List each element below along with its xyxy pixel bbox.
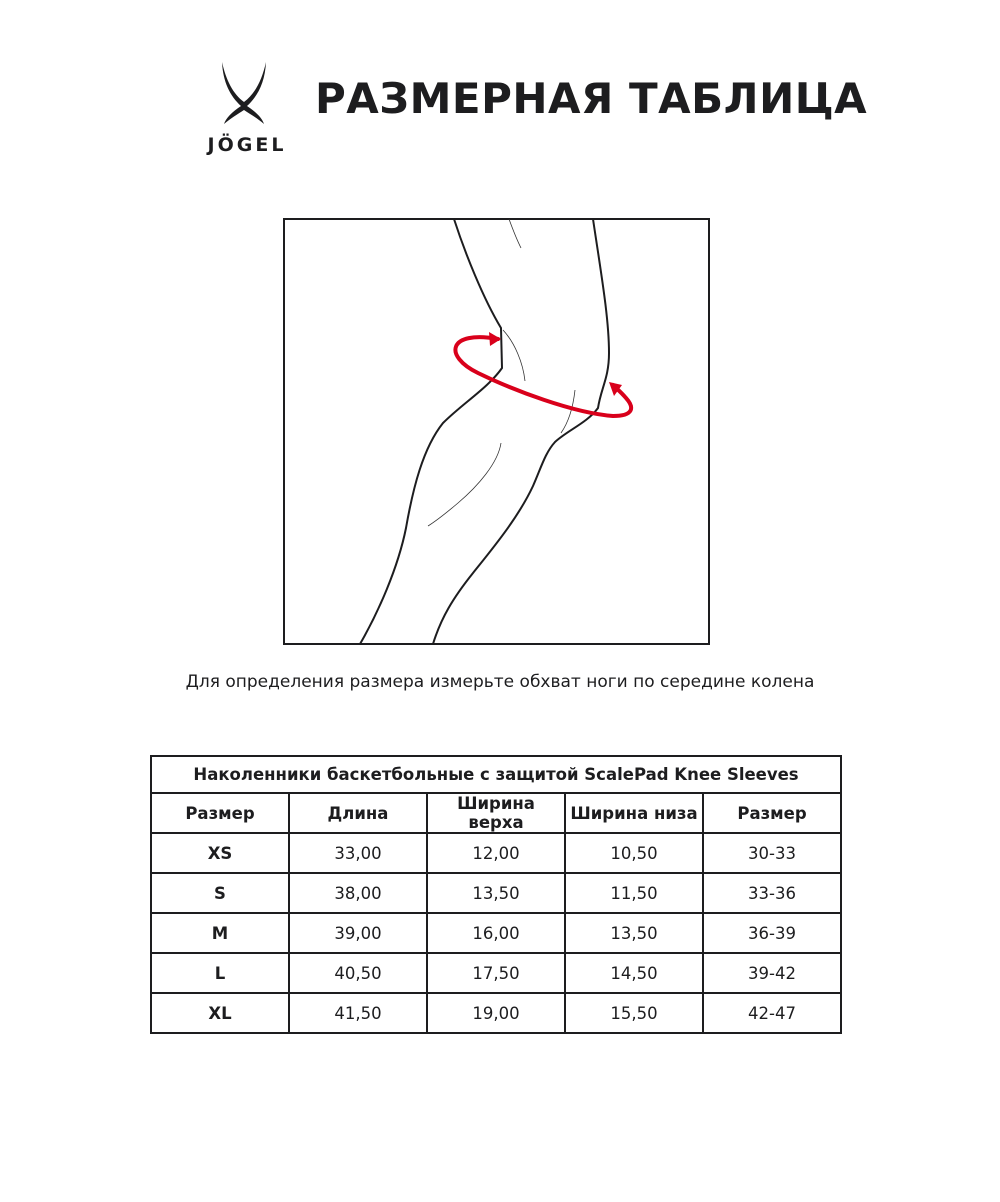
size-range-cell: 30-33 <box>703 833 841 873</box>
top-width-cell: 19,00 <box>427 993 565 1033</box>
brand-logo <box>196 60 298 160</box>
size-cell: L <box>151 953 289 993</box>
length-cell: 41,50 <box>289 993 427 1033</box>
size-range-cell: 39-42 <box>703 953 841 993</box>
page-title: РАЗМЕРНАЯ ТАБЛИЦА <box>315 74 868 123</box>
table-row <box>151 873 841 913</box>
size-cell: XL <box>151 993 289 1033</box>
size-range-cell: 36-39 <box>703 913 841 953</box>
table-caption-row <box>151 756 841 793</box>
column-header-length: Длина <box>289 793 427 833</box>
size-range-cell: 33-36 <box>703 873 841 913</box>
knee-measurement-icon <box>283 218 710 645</box>
bottom-width-cell: 14,50 <box>565 953 703 993</box>
size-table <box>150 755 842 1034</box>
bottom-width-cell: 15,50 <box>565 993 703 1033</box>
table-row <box>151 993 841 1033</box>
size-cell: XS <box>151 833 289 873</box>
top-width-cell: 13,50 <box>427 873 565 913</box>
top-width-cell: 17,50 <box>427 953 565 993</box>
column-header-bottom-width: Ширина низа <box>565 793 703 833</box>
table-caption: Наколенники баскетбольные с защитой ScalePad Knee Sleeves <box>151 756 841 793</box>
size-cell: M <box>151 913 289 953</box>
measurement-instruction: Для определения размера измерьте обхват ноги по середине колена <box>185 672 815 692</box>
jogel-logo-icon <box>220 60 268 126</box>
bottom-width-cell: 13,50 <box>565 913 703 953</box>
top-width-cell: 12,00 <box>427 833 565 873</box>
length-cell: 33,00 <box>289 833 427 873</box>
table-row <box>151 953 841 993</box>
column-header-top-width: Ширина верха <box>427 793 565 833</box>
bottom-width-cell: 10,50 <box>565 833 703 873</box>
length-cell: 39,00 <box>289 913 427 953</box>
brand-name: JÖGEL <box>207 134 287 156</box>
table-row <box>151 833 841 873</box>
size-range-cell: 42-47 <box>703 993 841 1033</box>
size-cell: S <box>151 873 289 913</box>
bottom-width-cell: 11,50 <box>565 873 703 913</box>
table-row <box>151 913 841 953</box>
table-header-row <box>151 793 841 833</box>
column-header-size: Размер <box>151 793 289 833</box>
length-cell: 40,50 <box>289 953 427 993</box>
top-width-cell: 16,00 <box>427 913 565 953</box>
length-cell: 38,00 <box>289 873 427 913</box>
column-header-size-range: Размер <box>703 793 841 833</box>
